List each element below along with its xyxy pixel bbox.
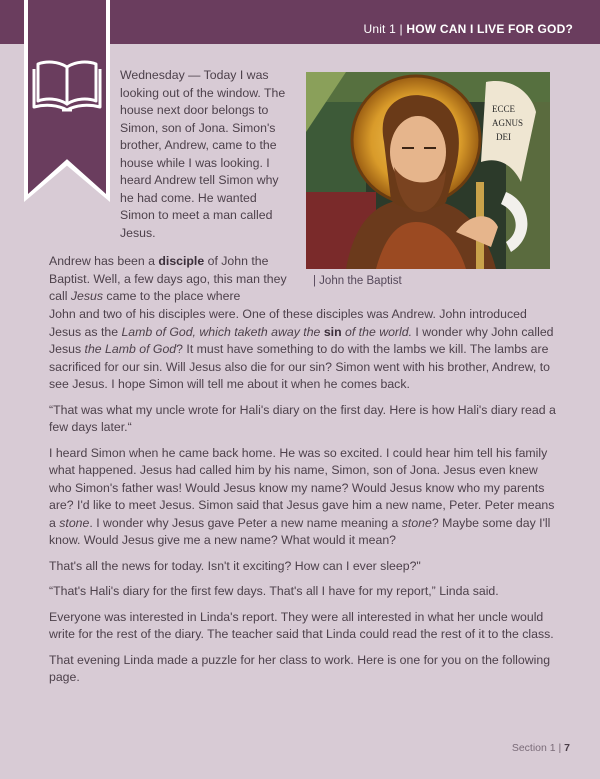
- para1-lamb3: the Lamb of God: [84, 342, 177, 356]
- paragraph-7: That evening Linda made a puzzle for her class to work. Here is one for you on the following page.: [49, 652, 551, 684]
- scroll-text-2: AGNUS: [492, 118, 524, 128]
- para1-d: I wonder why John called Jesus: [49, 324, 554, 356]
- term-sin: sin: [323, 324, 342, 339]
- p3-stone2: stone: [401, 515, 432, 530]
- john-the-baptist-image: [306, 72, 550, 269]
- unit-title: HOW CAN I LIVE FOR GOD?: [406, 22, 573, 36]
- para1-c-rest: John and two of his disciples were. One of these disciples was Andrew. John introduced Jesus as the: [49, 307, 527, 339]
- p3c: ? Maybe some day I'll know. Would Jesus give me a new name? What would it mean?: [49, 515, 551, 547]
- p3b: . I wonder why Jesus gave Peter a new name meaning a: [89, 515, 402, 530]
- paragraph-2: “That was what my uncle wrote for Hali's diary on the first day. Here is how Hali's diary read a few days later.“: [49, 402, 556, 434]
- p3a: I heard Simon when he came back home. He was so excited. I could hear him tell his family what happened. Jesus had called him by his name, Simon, son of Jona. Jesus even knew who Simon's father was! Would Jesus know my name? Would Jesus know who my parents are? I'd like to meet Jesus. Simon said that Jesus gave him a new name, Peter. Peter means a: [49, 445, 555, 530]
- footer-section: Section 1 |: [511, 742, 565, 754]
- term-disciple: disciple: [158, 254, 205, 268]
- para1-lamb1: Lamb of God, which taketh away the: [121, 324, 324, 339]
- para1-lamb2: of the world.: [341, 324, 412, 339]
- paragraph-5: “That's Hali's diary for the first few days. That's all I have for my report,” Linda said.: [49, 584, 499, 598]
- paragraph-6: Everyone was interested in Linda's report. They were all interested in what her uncle would write for the rest of the diary. The teacher said that Linda could read the rest of it to the class.: [49, 609, 554, 641]
- body-text: [49, 306, 557, 695]
- intro-paragraph: Wednesday — Today I was looking out of the window. The house next door belongs to Simon, son of Jona. Simon's brother, Andrew, came to the house while I was looking. I heard Andrew tell Simon why he had come. He wanted Simon to meet a man called Jesus.: [120, 68, 286, 240]
- para1-a: Andrew has been a: [49, 254, 159, 268]
- page-footer: [512, 742, 570, 754]
- paragraph-4: That's all the news for today. Isn't it exciting? How can I ever sleep?": [49, 558, 421, 573]
- p3-stone1: stone: [59, 515, 90, 530]
- para1-e: ? It must have something to do with the lambs we kill. The lambs are sacrificed for our sin. Will Jesus also die for our sin? Simon went with his brother, Andrew, to see Jesus. I hope Simon will tell me about it when he comes back.: [49, 342, 550, 391]
- para1-b: of John the Baptist. Well, a few days ago, this man they call: [49, 254, 287, 303]
- paragraph-3: [49, 445, 557, 550]
- scroll-text-3: DEI: [496, 132, 511, 142]
- figure-caption: | John the Baptist: [313, 275, 402, 287]
- page-number: 7: [564, 742, 570, 754]
- unit-header: [363, 22, 573, 36]
- para1-start: [49, 253, 297, 306]
- open-book-icon: [32, 57, 102, 113]
- para1-c-start: came to the place where: [103, 289, 241, 303]
- scroll-text-1: ECCE: [492, 104, 516, 114]
- para1-jesus: Jesus: [70, 289, 103, 303]
- para1-continued: [49, 306, 557, 394]
- unit-label: Unit 1 |: [363, 22, 407, 36]
